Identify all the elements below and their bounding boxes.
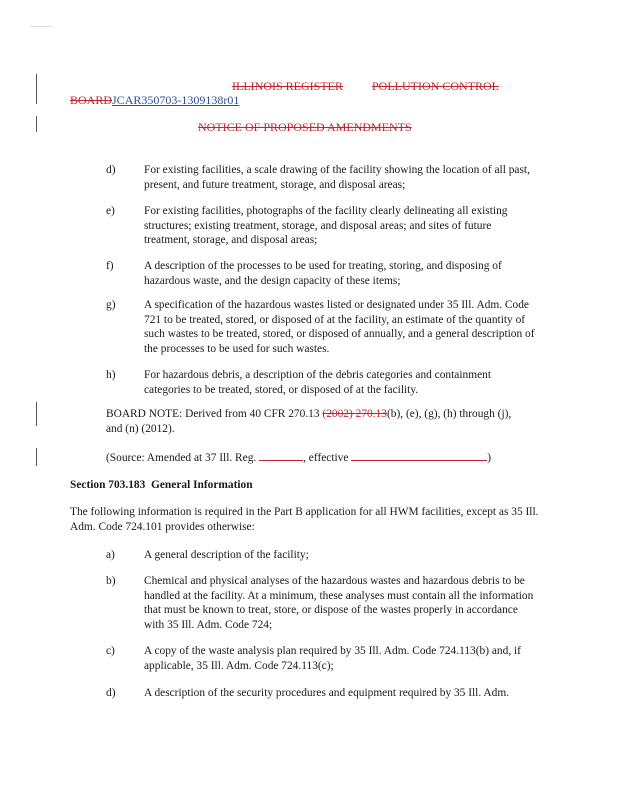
list-item xyxy=(106,204,536,248)
item-text: A general description of the facility; xyxy=(144,549,309,561)
list-item xyxy=(106,644,536,674)
list-item xyxy=(106,259,536,289)
section-title: General Information xyxy=(151,479,253,491)
source-blank-register xyxy=(259,460,303,461)
board-note-suffix: (b), (e), (g), (h) through (j), xyxy=(386,408,512,420)
source-blank-date xyxy=(351,460,487,461)
section-heading xyxy=(70,478,253,493)
item-label: e) xyxy=(106,205,115,217)
item-text: A specification of the hazardous wastes listed or designated under 35 Ill. Adm. Code 721 to be treated, stored, or disposed of at the facility, an estimate of the quantity of such wastes to be treated, stored, or disposed of annually, and a general description of the processes to be used for such wastes. xyxy=(144,299,535,355)
jcar-code: JCAR350703-1309138r01 xyxy=(112,93,240,107)
item-label: f) xyxy=(106,260,114,272)
item-label: b) xyxy=(106,575,116,587)
item-label: a) xyxy=(106,549,115,561)
board-title-word: BOARD xyxy=(70,93,113,107)
list-item xyxy=(106,686,536,702)
source-effective: , effective xyxy=(303,452,352,464)
item-label: g) xyxy=(106,299,116,311)
item-text: Chemical and physical analyses of the hazardous wastes and hazardous debris to be handled at the facility. At a minimum, these analyses must contain all the information that must be known to treat, store, or dispose of the wastes properly in accordance with 35 Ill. Adm. Code 724; xyxy=(144,575,534,631)
list-item xyxy=(106,368,536,398)
change-bar xyxy=(36,402,37,426)
item-label: h) xyxy=(106,369,116,381)
item-text: For existing facilities, a scale drawing of the facility showing the location of all past, present, and future treatment, storage, and disposal areas; xyxy=(144,164,530,191)
list-item xyxy=(106,298,536,356)
item-text: For existing facilities, photographs of the facility clearly delineating all existing structures; existing treatment, storage, and disposal areas; and sites of future treatment, storage, and disposal areas; xyxy=(144,205,508,247)
item-text: A description of the security procedures and equipment required by 35 Ill. Adm. xyxy=(144,687,510,699)
change-bar xyxy=(36,116,37,132)
board-title-line1: POLLUTION CONTROL xyxy=(372,79,499,93)
source-close: ) xyxy=(487,452,492,464)
board-note xyxy=(106,407,546,422)
board-note-prefix: BOARD NOTE: Derived from 40 CFR 270.13 xyxy=(106,408,323,420)
board-note-line2: and (n) (2012). xyxy=(106,423,175,435)
list-item xyxy=(106,574,536,634)
register-title: ILLINOIS REGISTER xyxy=(232,79,343,93)
source-note xyxy=(106,451,536,466)
list-item xyxy=(106,548,536,564)
item-label: d) xyxy=(106,164,116,176)
source-prefix: (Source: Amended at 37 Ill. Reg. xyxy=(106,452,260,464)
item-text: A copy of the waste analysis plan required by 35 Ill. Adm. Code 724.113(b) and, if applicable, 35 Ill. Adm. Code 724.113(c); xyxy=(144,645,521,672)
item-label: d) xyxy=(106,687,116,699)
board-title-line2 xyxy=(70,93,239,107)
list-item xyxy=(106,163,536,193)
item-text: A description of the processes to be used for treating, storing, and disposing of hazardous waste, and the design capacity of these items; xyxy=(144,260,502,287)
item-text: For hazardous debris, a description of the debris categories and containment categories to be treated, stored, or disposed of at the facility. xyxy=(144,369,491,396)
board-note-deleted: (2002) 270.13 xyxy=(322,408,387,420)
change-bar xyxy=(36,448,37,466)
item-label: c) xyxy=(106,645,115,657)
intro-paragraph: The following information is required in the Part B application for all HWM facilities, except as 35 Ill. Adm. Code 724.101 provides otherwise: xyxy=(70,506,539,533)
scan-artifact xyxy=(30,26,52,27)
notice-title: NOTICE OF PROPOSED AMENDMENTS xyxy=(198,120,412,134)
section-number: Section 703.183 xyxy=(70,479,146,491)
change-bar xyxy=(36,74,37,104)
